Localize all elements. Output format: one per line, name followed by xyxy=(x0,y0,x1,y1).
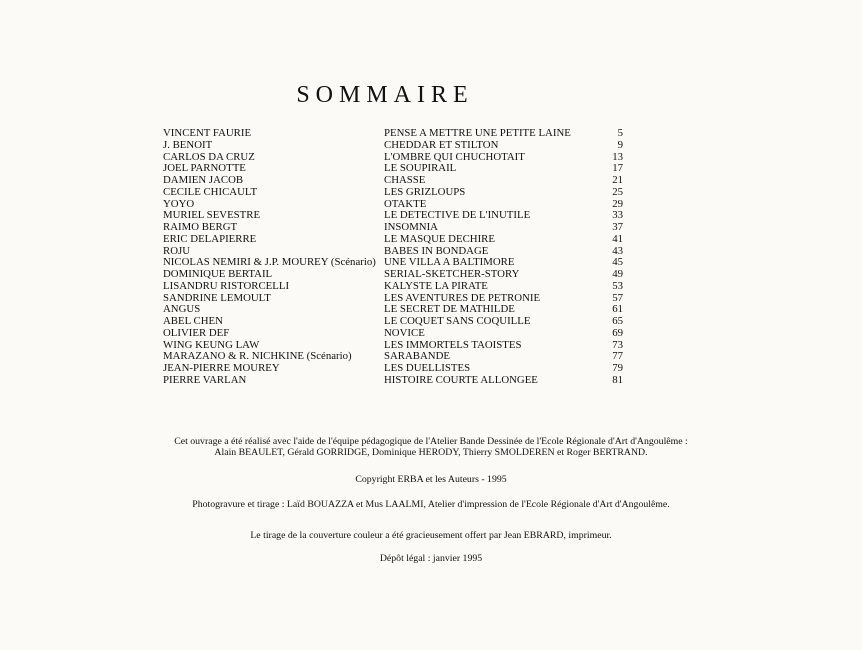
toc-row xyxy=(163,187,623,199)
toc-author: YOYO xyxy=(163,197,195,210)
toc-work-title: NOVICE xyxy=(384,326,425,339)
toc-work-title: SERIAL-SKETCHER-STORY xyxy=(384,268,520,280)
toc-row xyxy=(163,328,623,340)
copyright-line: Copyright ERBA et les Auteurs - 1995 xyxy=(355,474,507,485)
toc-page-number: 81 xyxy=(612,373,623,386)
toc-author: SANDRINE LEMOULT xyxy=(163,291,271,304)
toc-page-number: 21 xyxy=(612,174,623,186)
toc-author: JOEL PARNOTTE xyxy=(163,162,246,175)
toc-page-number: 57 xyxy=(612,291,623,304)
toc-row xyxy=(163,375,623,387)
toc-page-number: 41 xyxy=(612,232,623,245)
toc-work-title: CHEDDAR ET STILTON xyxy=(384,138,499,151)
legal-deposit-line: Dépôt légal : janvier 1995 xyxy=(379,553,483,564)
toc-author: OLIVIER DEF xyxy=(163,326,230,339)
toc-author: ROJU xyxy=(163,244,190,257)
toc-page-number: 77 xyxy=(612,350,623,363)
credits-block xyxy=(0,436,862,564)
toc-page-number: 65 xyxy=(612,315,623,327)
toc-work-title: LES DUELLISTES xyxy=(384,362,471,374)
toc-author: CECILE CHICAULT xyxy=(163,185,258,198)
toc-page-number: 79 xyxy=(612,362,623,374)
toc-author: RAIMO BERGT xyxy=(163,221,238,233)
toc-author: DOMINIQUE BERTAIL xyxy=(163,268,273,280)
toc-author: WING KEUNG LAW xyxy=(163,338,260,351)
toc-work-title: LE DETECTIVE DE L'INUTILE xyxy=(384,209,531,222)
toc-page-number: 25 xyxy=(612,185,623,198)
toc-page-number: 33 xyxy=(612,209,623,222)
toc-author: LISANDRU RISTORCELLI xyxy=(163,279,290,292)
toc-page-number: 29 xyxy=(612,197,623,210)
toc-row xyxy=(163,363,623,375)
toc-page-number: 45 xyxy=(612,256,623,269)
toc-page-number: 69 xyxy=(612,326,623,339)
toc-page-number: 49 xyxy=(612,268,623,280)
toc-author: CARLOS DA CRUZ xyxy=(163,150,255,163)
toc-author: ABEL CHEN xyxy=(163,315,223,327)
toc-work-title: HISTOIRE COURTE ALLONGEE xyxy=(384,373,538,386)
credits-team: Alain BEAULET, Gérald GORRIDGE, Dominique HERODY, Thierry SMOLDEREN et Roger BERTRAND. xyxy=(214,447,648,458)
toc-row xyxy=(163,128,623,140)
toc-page-number: 61 xyxy=(612,303,623,316)
toc-page-number: 5 xyxy=(617,127,623,139)
toc-work-title: LE SOUPIRAIL xyxy=(384,162,457,175)
toc-work-title: OTAKTE xyxy=(384,197,427,210)
toc-page-number: 43 xyxy=(612,244,623,257)
toc-work-title: L'OMBRE QUI CHUCHOTAIT xyxy=(384,150,525,163)
toc-author: NICOLAS NEMIRI & J.P. MOUREY (Scénario) xyxy=(163,256,376,269)
toc-row xyxy=(163,222,623,234)
toc-work-title: PENSE A METTRE UNE PETITE LAINE xyxy=(384,127,571,139)
toc-work-title: CHASSE xyxy=(384,174,426,186)
toc-work-title: INSOMNIA xyxy=(384,221,438,233)
toc-row xyxy=(163,281,623,293)
toc-author: DAMIEN JACOB xyxy=(163,174,244,186)
toc-row xyxy=(163,175,623,187)
toc-row xyxy=(163,269,623,281)
toc-page-number: 53 xyxy=(612,279,623,292)
toc-work-title: KALYSTE LA PIRATE xyxy=(384,279,488,292)
page-title: SOMMAIRE xyxy=(296,82,474,109)
toc-author: ANGUS xyxy=(163,303,201,316)
toc-work-title: LES GRIZLOUPS xyxy=(384,185,466,198)
toc-row xyxy=(163,316,623,328)
cover-print-line: Le tirage de la couverture couleur a été gracieusement offert par Jean EBRARD, imprimeur. xyxy=(250,530,612,541)
toc-work-title: SARABANDE xyxy=(384,350,450,363)
toc-page-number: 13 xyxy=(612,150,623,163)
toc-author: ERIC DELAPIERRE xyxy=(163,232,257,245)
toc-page-number: 37 xyxy=(612,221,623,233)
toc-page-number: 17 xyxy=(612,162,623,175)
toc-work-title: LE MASQUE DECHIRE xyxy=(384,232,495,245)
toc-author: PIERRE VARLAN xyxy=(163,373,247,386)
toc-work-title: BABES IN BONDAGE xyxy=(384,244,489,257)
credits-intro: Cet ouvrage a été réalisé avec l'aide de l'équipe pédagogique de l'Atelier Bande Dessinée de l'Ecole Régionale d'Art d'Angoulême : xyxy=(174,436,688,447)
table-of-contents xyxy=(163,128,623,387)
toc-work-title: LES AVENTURES DE PETRONIE xyxy=(384,291,541,304)
toc-page-number: 73 xyxy=(612,338,623,351)
toc-work-title: LES IMMORTELS TAOISTES xyxy=(384,338,522,351)
toc-page-number: 9 xyxy=(617,138,623,151)
toc-author: MURIEL SEVESTRE xyxy=(163,209,261,222)
toc-author: J. BENOIT xyxy=(163,138,213,151)
toc-row xyxy=(163,234,623,246)
toc-author: MARAZANO & R. NICHKINE (Scénario) xyxy=(163,350,352,363)
toc-work-title: LE COQUET SANS COQUILLE xyxy=(384,315,531,327)
toc-work-title: UNE VILLA A BALTIMORE xyxy=(384,256,515,269)
toc-author: VINCENT FAURIE xyxy=(163,127,252,139)
toc-author: JEAN-PIERRE MOUREY xyxy=(163,362,280,374)
toc-work-title: LE SECRET DE MATHILDE xyxy=(384,303,515,316)
toc-row xyxy=(163,140,623,152)
photogravure-line: Photogravure et tirage : Laïd BOUAZZA et Mus LAALMI, Atelier d'impression de l'Ecole Régionale d'Art d'Angoulême. xyxy=(192,499,670,510)
